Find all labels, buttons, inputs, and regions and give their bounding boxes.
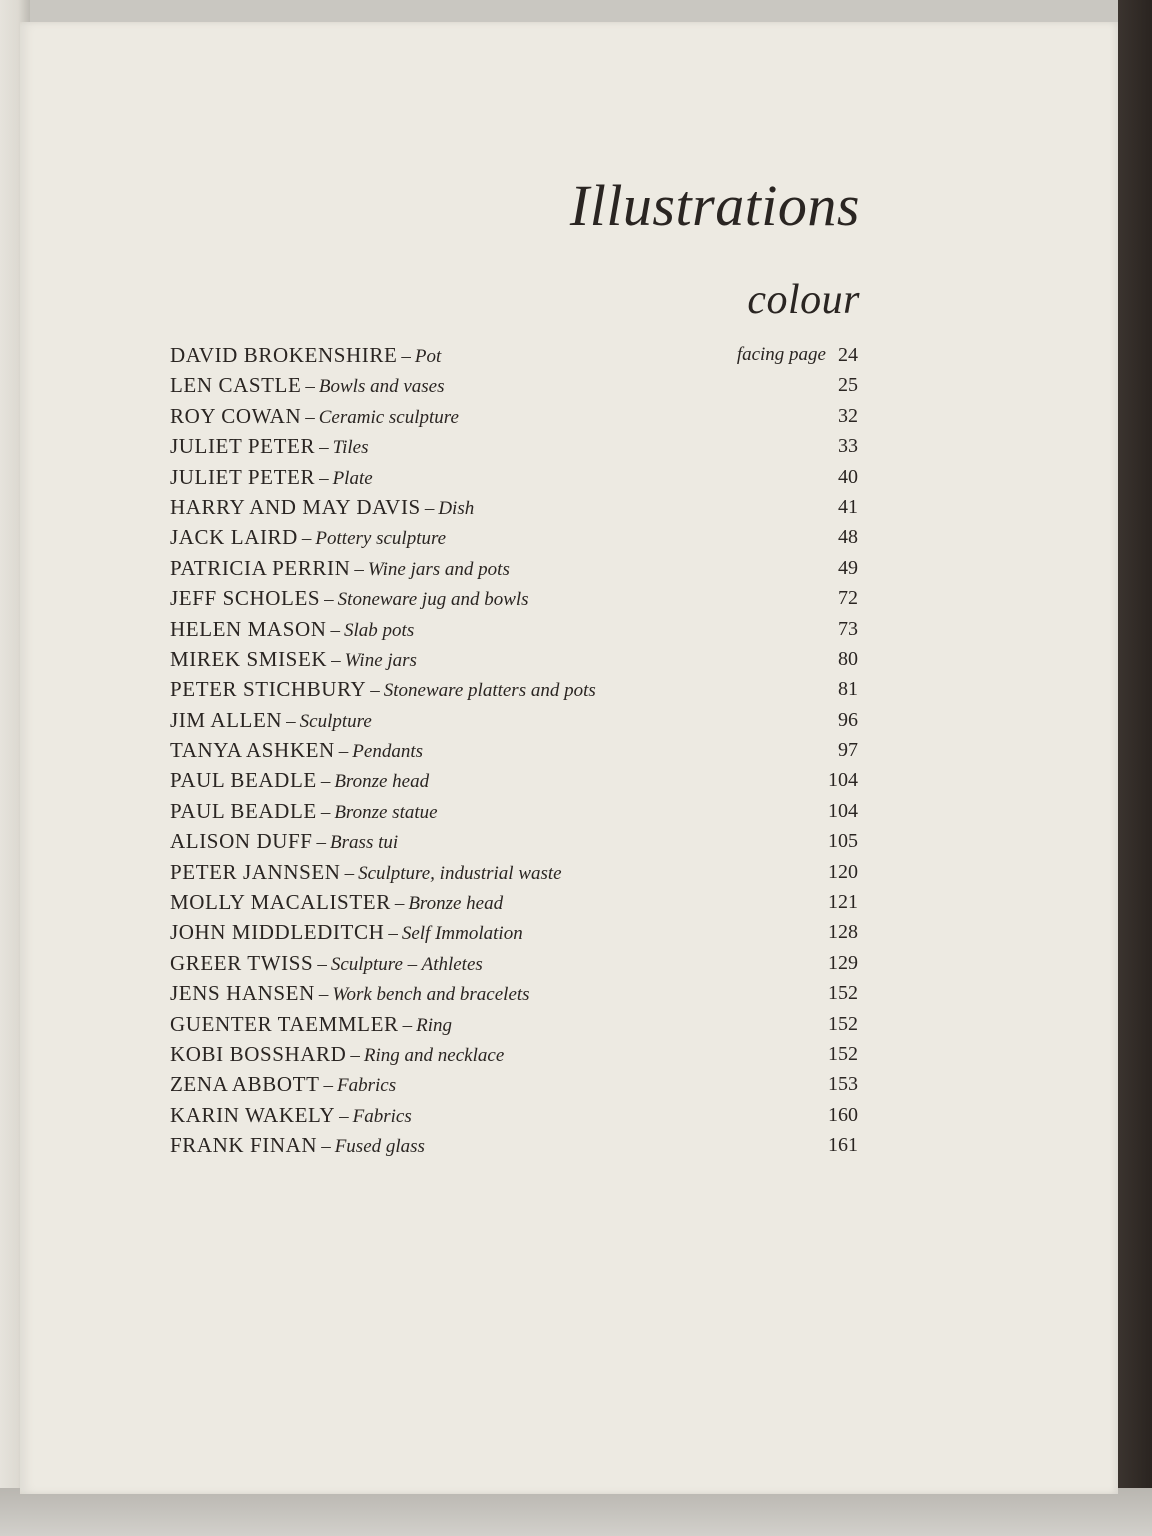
artist-name: GREER TWISS: [170, 950, 314, 975]
work-title: Sculpture – Athletes: [330, 953, 483, 975]
page-number: 24: [838, 344, 858, 366]
work-title: Wine jars and pots: [367, 558, 510, 580]
book-page: [20, 22, 1118, 1494]
page-number: 153: [828, 1073, 858, 1096]
separator-dash: –: [318, 984, 329, 1006]
list-item: [170, 735, 890, 765]
list-item: [170, 1009, 890, 1039]
work-title: Plate: [332, 467, 373, 489]
facing-page-label: facing page: [736, 344, 826, 365]
separator-dash: –: [350, 1044, 360, 1066]
work-title: Fabrics: [352, 1105, 412, 1127]
separator-dash: –: [338, 741, 349, 763]
work-title: Ring and necklace: [363, 1044, 505, 1066]
separator-dash: –: [354, 558, 364, 580]
artist-name: KOBI BOSSHARD: [170, 1041, 347, 1066]
work-title: Sculpture: [299, 710, 372, 732]
page-number: 49: [838, 556, 858, 579]
work-title: Brass tui: [330, 832, 399, 854]
list-item: [170, 431, 890, 461]
artist-name: JENS HANSEN: [170, 981, 315, 1006]
separator-dash: –: [324, 589, 334, 611]
list-item: [170, 583, 890, 613]
list-item: [170, 1039, 890, 1069]
artist-name: JACK LAIRD: [170, 525, 298, 550]
separator-dash: –: [286, 710, 296, 732]
separator-dash: –: [321, 1136, 331, 1158]
list-item: [170, 462, 890, 492]
work-title: Wine jars: [344, 649, 417, 671]
list-item: [170, 644, 890, 674]
work-title: Bronze statue: [334, 801, 438, 823]
list-item: [170, 340, 890, 370]
list-item: [170, 614, 890, 644]
work-title: Pendants: [352, 741, 424, 763]
artist-name: PETER JANNSEN: [170, 859, 341, 884]
artist-name: JULIET PETER: [170, 434, 316, 459]
separator-dash: –: [316, 832, 327, 854]
artist-name: FRANK FINAN: [170, 1133, 318, 1158]
artist-name: MIREK SMISEK: [170, 646, 328, 671]
list-item: [170, 674, 890, 704]
page-number: 160: [828, 1103, 858, 1126]
book-cover-edge: [1118, 0, 1152, 1536]
work-title: Tiles: [332, 437, 369, 459]
artist-name: PATRICIA PERRIN: [170, 555, 351, 580]
page-number: 40: [838, 465, 858, 488]
list-item: [170, 705, 890, 735]
artist-name: PETER STICHBURY: [170, 677, 367, 702]
list-item: [170, 1100, 890, 1130]
artist-name: LEN CASTLE: [170, 373, 302, 398]
list-item: [170, 887, 890, 917]
work-title: Pottery sculpture: [315, 528, 447, 550]
separator-dash: –: [370, 680, 380, 702]
work-title: Bowls and vases: [318, 376, 445, 398]
artist-name: PAUL BEADLE: [170, 768, 317, 793]
separator-dash: –: [305, 376, 315, 398]
list-item: [170, 948, 890, 978]
artist-name: MOLLY MACALISTER: [170, 890, 391, 915]
page-subtitle: colour: [747, 277, 860, 323]
work-title: Stoneware platters and pots: [383, 680, 596, 702]
page-number: 128: [828, 921, 858, 944]
list-item: [170, 917, 890, 947]
separator-dash: –: [320, 771, 331, 793]
page-number: 120: [828, 860, 858, 883]
separator-dash: –: [331, 649, 341, 671]
page-number: 105: [828, 830, 858, 853]
list-item: [170, 553, 890, 583]
page-number: 129: [828, 951, 858, 974]
work-title: Bronze head: [334, 771, 430, 793]
separator-dash: –: [319, 467, 329, 489]
work-title: Ring: [416, 1014, 452, 1036]
page-number: 25: [838, 374, 858, 397]
work-title: Bronze head: [408, 893, 504, 915]
work-title: Self Immolation: [401, 923, 523, 945]
artist-name: TANYA ASHKEN: [170, 738, 335, 763]
work-title: Ceramic sculpture: [318, 406, 459, 428]
list-item: [170, 1069, 890, 1099]
list-item: [170, 1130, 890, 1160]
separator-dash: –: [402, 1014, 413, 1036]
list-item: [170, 796, 890, 826]
page-number: 72: [838, 587, 858, 610]
artist-name: HARRY AND MAY DAVIS: [170, 494, 421, 519]
separator-dash: –: [339, 1105, 349, 1127]
work-title: Slab pots: [344, 619, 415, 641]
separator-dash: –: [344, 862, 355, 884]
separator-dash: –: [320, 801, 331, 823]
artist-name: HELEN MASON: [170, 616, 327, 641]
page-number: 41: [838, 495, 858, 518]
separator-dash: –: [317, 953, 327, 975]
work-title: Fabrics: [337, 1075, 397, 1097]
list-item: [170, 492, 890, 522]
list-item: [170, 370, 890, 400]
separator-dash: –: [319, 437, 329, 459]
page-number: 32: [838, 404, 858, 427]
page-number: 152: [828, 982, 858, 1005]
list-item: [170, 765, 890, 795]
page-title: Illustrations: [569, 173, 860, 238]
table-surface: [0, 1488, 1152, 1536]
separator-dash: –: [401, 346, 411, 367]
separator-dash: –: [301, 528, 312, 550]
page-number: 48: [838, 526, 858, 549]
page-number: 80: [838, 647, 858, 670]
artist-name: GUENTER TAEMMLER: [170, 1011, 399, 1036]
work-title: Sculpture, industrial waste: [358, 862, 562, 884]
work-title: Fused glass: [334, 1136, 425, 1158]
page-number: 152: [828, 1012, 858, 1035]
page-number: 96: [838, 708, 858, 731]
artist-name: JULIET PETER: [170, 464, 316, 489]
work-title: Stoneware jug and bowls: [337, 589, 529, 611]
list-item: [170, 826, 890, 856]
work-title: Pot: [414, 346, 442, 367]
page-number: 161: [828, 1134, 858, 1157]
artist-name: JOHN MIDDLEDITCH: [170, 920, 385, 945]
separator-dash: –: [424, 497, 435, 519]
list-item: [170, 978, 890, 1008]
page-number: 33: [838, 435, 858, 458]
artist-name: ROY COWAN: [170, 403, 302, 428]
list-item: [170, 857, 890, 887]
separator-dash: –: [305, 406, 315, 428]
artist-name: KARIN WAKELY: [170, 1102, 336, 1127]
artist-name: ALISON DUFF: [170, 829, 313, 854]
work-title: Dish: [438, 497, 475, 519]
separator-dash: –: [330, 619, 341, 641]
page-number: 104: [828, 799, 858, 822]
artist-name: JIM ALLEN: [170, 707, 283, 732]
page-number: 73: [838, 617, 858, 640]
page-number: 97: [838, 739, 858, 762]
page-number: 121: [828, 891, 858, 914]
separator-dash: –: [388, 923, 398, 945]
separator-dash: –: [323, 1075, 334, 1097]
artist-name: DAVID BROKENSHIRE: [170, 343, 398, 367]
artist-name: PAUL BEADLE: [170, 798, 317, 823]
page-number: 104: [828, 769, 858, 792]
list-item: [170, 401, 890, 431]
artist-name: ZENA ABBOTT: [170, 1072, 320, 1097]
separator-dash: –: [394, 893, 405, 915]
illustrations-list: [170, 340, 890, 1161]
page-number: 152: [828, 1042, 858, 1065]
list-item: [170, 522, 890, 552]
work-title: Work bench and bracelets: [332, 984, 530, 1006]
page-number: 81: [838, 678, 858, 701]
artist-name: JEFF SCHOLES: [170, 586, 321, 611]
